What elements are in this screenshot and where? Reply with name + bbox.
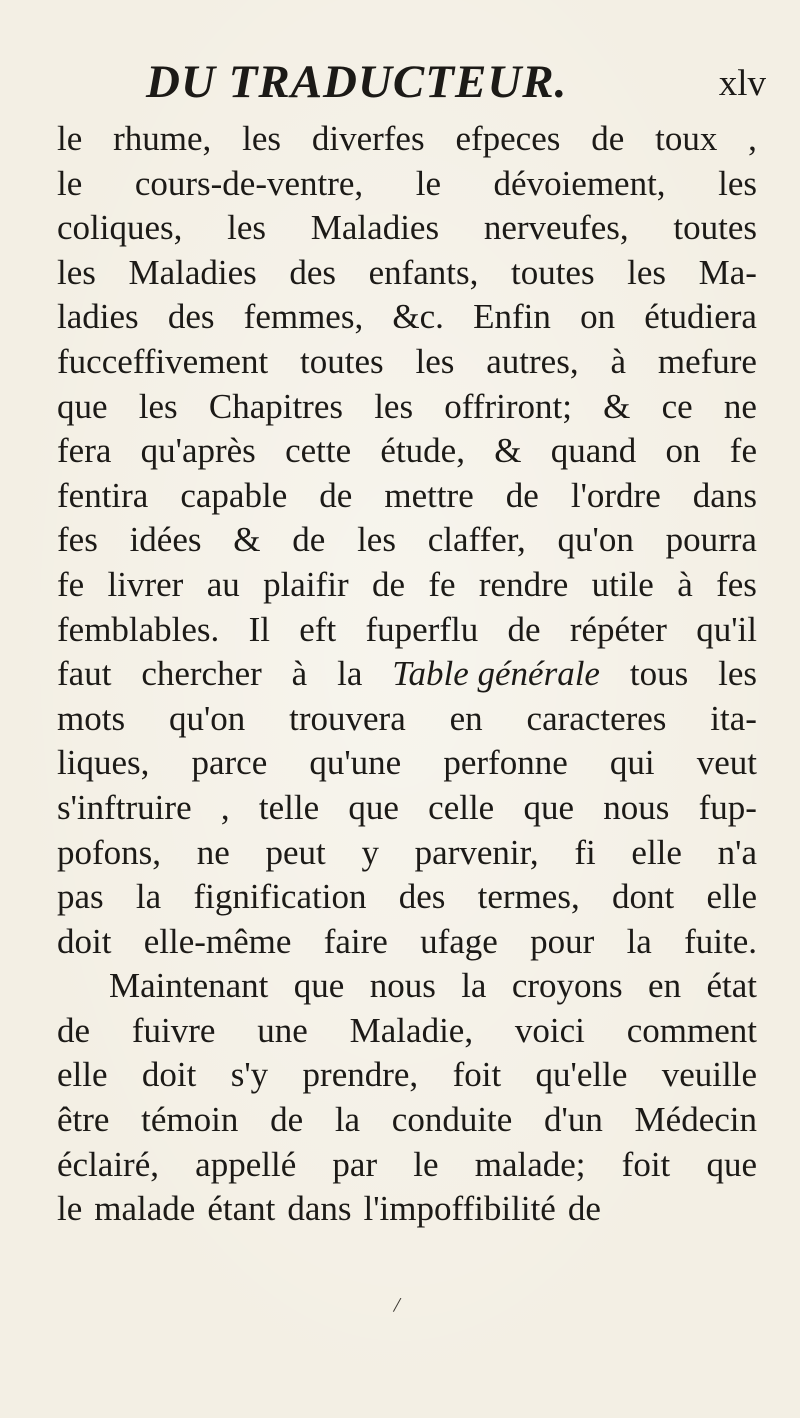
word: on [665, 431, 701, 471]
word: que [293, 966, 345, 1006]
word: fes [716, 564, 757, 604]
word: &c. [392, 297, 444, 337]
stray-mark: / [391, 1291, 403, 1318]
word: eft [299, 609, 337, 649]
word: diverfes [311, 119, 425, 158]
word: la [461, 966, 487, 1006]
word: fuperflu [365, 609, 479, 649]
word: de [591, 119, 625, 158]
word: le [413, 1144, 439, 1184]
word: état [706, 966, 757, 1006]
body-text [57, 117, 757, 1232]
word: le [415, 163, 441, 203]
word: malade; [474, 1144, 586, 1184]
word: dans [692, 475, 757, 515]
word: l'ordre [570, 475, 661, 515]
word: en [648, 966, 682, 1006]
word: celle [428, 787, 495, 827]
text-line [57, 1143, 757, 1188]
word: la [337, 654, 363, 694]
word: fes [57, 520, 98, 560]
text-line [57, 1187, 757, 1232]
word: cette [285, 431, 352, 471]
word: coliques, [57, 208, 183, 248]
word: que [706, 1144, 757, 1184]
word: le [57, 119, 83, 158]
text-line [57, 206, 757, 251]
word: rendre [478, 564, 569, 604]
word: de [371, 564, 405, 604]
word: éclairé, [57, 1144, 159, 1184]
word: le [57, 163, 83, 203]
word: parce [191, 743, 268, 783]
word: qu'on [168, 698, 246, 738]
word: perfonne [443, 743, 568, 783]
word: tous [629, 654, 689, 694]
text-line [57, 652, 757, 697]
text-line [57, 741, 757, 786]
word: pas [57, 877, 104, 917]
word: liques, [57, 743, 150, 783]
word: faut [57, 654, 112, 694]
word: elle [706, 877, 757, 917]
word: étude, [380, 431, 465, 471]
word: mefure [657, 341, 757, 381]
word: fuite. [684, 921, 757, 961]
word: d'un [544, 1100, 603, 1140]
text-line [57, 117, 757, 162]
word: nous [369, 966, 436, 1006]
word: Chapitres [208, 386, 343, 426]
word: toutes [300, 341, 384, 381]
word: que [523, 787, 575, 827]
word: elle-même [143, 921, 292, 961]
word: ufage [420, 921, 498, 961]
word: cours-de-ventre, [134, 163, 364, 203]
word: caracteres [526, 698, 667, 738]
word: au [206, 564, 240, 604]
text-line [57, 831, 757, 876]
text-line [57, 1098, 757, 1143]
text-line [57, 786, 757, 831]
word: n'a [717, 832, 757, 872]
text-line [57, 162, 757, 207]
word: s'y [230, 1055, 269, 1095]
word: voici [514, 1010, 585, 1050]
text-line [57, 920, 757, 965]
word: qu'elle [535, 1055, 628, 1095]
word: que [348, 787, 399, 827]
word: la [626, 921, 652, 961]
word: , [220, 787, 230, 827]
word: qui [609, 743, 655, 783]
word: termes, [477, 877, 580, 917]
word: Il [248, 609, 270, 649]
word: fup- [698, 787, 757, 827]
word: la [334, 1100, 361, 1140]
word: les [415, 341, 455, 381]
word: & [233, 520, 261, 560]
word: on [580, 297, 616, 337]
word: Médecin [634, 1100, 757, 1140]
word: étant [207, 1189, 276, 1229]
word: fi [574, 832, 596, 872]
word: Maintenant [109, 966, 269, 1006]
word: qu'on [557, 520, 634, 560]
word: par [332, 1144, 378, 1184]
word: capable [180, 475, 288, 515]
word: être [57, 1100, 110, 1140]
word: pourra [665, 520, 757, 560]
text-line [57, 1009, 757, 1054]
word: malade [94, 1189, 196, 1229]
word: fignification [193, 877, 367, 917]
word: nous [603, 787, 670, 827]
word: utile [591, 564, 654, 604]
word: les [57, 252, 96, 292]
word: de [505, 475, 539, 515]
text-line [57, 340, 757, 385]
word: dévoiement, [493, 163, 666, 203]
word: de [567, 1189, 601, 1229]
word: pour [530, 921, 595, 961]
word: fucceffivement [57, 341, 269, 381]
word: de [292, 520, 326, 560]
word: doit [57, 921, 112, 961]
word: & [494, 431, 522, 471]
text-line [57, 429, 757, 474]
word: femblables. [57, 609, 220, 649]
word: les [227, 208, 267, 248]
word: les [374, 386, 414, 426]
word: offriront; [444, 386, 572, 426]
word: fe [729, 431, 757, 471]
word: étudiera [644, 297, 757, 337]
page-header [146, 52, 766, 112]
text-line [57, 251, 757, 296]
text-line [57, 1053, 757, 1098]
word: les [357, 520, 396, 560]
word: pofons, [57, 832, 162, 872]
word: que [57, 386, 108, 426]
word: trouvera [289, 698, 406, 738]
word: toux [655, 119, 718, 158]
word: idées [129, 520, 202, 560]
word: faire [323, 921, 388, 961]
word: doit [141, 1055, 197, 1095]
word: Maladies [128, 252, 257, 292]
word: & [603, 386, 631, 426]
word: fuivre [131, 1010, 216, 1050]
running-head: DU TRADUCTEUR. [146, 56, 568, 108]
word: de [507, 609, 541, 649]
word: témoin [141, 1100, 239, 1140]
word: telle [258, 787, 320, 827]
word: veuille [661, 1055, 757, 1095]
word: fe [57, 564, 85, 604]
word: croyons [511, 966, 623, 1006]
word: rhume, [113, 119, 212, 158]
word: en [449, 698, 483, 738]
text-line [57, 385, 757, 430]
word: à [610, 341, 626, 381]
word: Maladie, [349, 1010, 474, 1050]
word: elle [631, 832, 682, 872]
word: chercher [141, 654, 262, 694]
word: quand [550, 431, 637, 471]
word: ita- [710, 698, 757, 738]
word: peut [265, 832, 326, 872]
text-line [57, 697, 757, 742]
word: fentira [57, 475, 149, 515]
word: les [718, 654, 757, 694]
word: ne [196, 832, 230, 872]
text-line [57, 608, 757, 653]
word: qu'après [140, 431, 256, 471]
word: y [361, 832, 379, 872]
word: parvenir, [414, 832, 539, 872]
word: des [289, 252, 336, 292]
text-line [57, 964, 757, 1009]
word: les [242, 119, 282, 158]
word: des [398, 877, 446, 917]
word: des [167, 297, 215, 337]
word: foit [621, 1144, 671, 1184]
text-line [57, 875, 757, 920]
word: autres, [486, 341, 579, 381]
word: Enfin [473, 297, 551, 337]
word: à [291, 654, 308, 694]
word: dont [611, 877, 675, 917]
word: fe [428, 564, 456, 604]
word: efpeces [455, 119, 561, 158]
word: l'impoffibilité [363, 1189, 556, 1229]
word: de [57, 1010, 91, 1050]
word: qu'il [696, 609, 757, 649]
word: une [257, 1010, 308, 1050]
word: elle [57, 1055, 108, 1095]
word: appellé [195, 1144, 297, 1184]
word: , [748, 119, 757, 158]
word: comment [626, 1010, 757, 1050]
word: Maladies [310, 208, 440, 248]
word: plaifir [263, 564, 349, 604]
word: fera [57, 431, 112, 471]
text-line [57, 563, 757, 608]
word: enfants, [368, 252, 479, 292]
word: répéter [569, 609, 667, 649]
word: veut [696, 743, 757, 783]
word: de [270, 1100, 304, 1140]
word: ne [723, 386, 757, 426]
word: de [319, 475, 353, 515]
text-line [57, 295, 757, 340]
word: à [677, 564, 693, 604]
word: claffer, [427, 520, 526, 560]
word: les [718, 163, 757, 203]
word: mettre [384, 475, 474, 515]
word: qu'une [309, 743, 402, 783]
word: les [138, 386, 178, 426]
text-line [57, 474, 757, 519]
italic-phrase: Table générale [392, 654, 600, 694]
page-number: xlv [718, 63, 766, 104]
word: les [627, 252, 667, 292]
word: s'inftruire [57, 787, 192, 827]
word: mots [57, 698, 126, 738]
word: conduite [391, 1100, 513, 1140]
word: la [135, 877, 162, 917]
word: toutes [510, 252, 595, 292]
text-line [57, 518, 757, 563]
word: Ma- [698, 252, 757, 292]
word: nerveufes, [483, 208, 629, 248]
word: foit [452, 1055, 502, 1095]
word: toutes [673, 208, 757, 248]
word: ce [661, 386, 693, 426]
word: dans [287, 1189, 352, 1229]
word: femmes, [243, 297, 364, 337]
word: le [57, 1189, 83, 1229]
word: ladies [57, 297, 139, 337]
word: livrer [107, 564, 184, 604]
word: prendre, [302, 1055, 419, 1095]
